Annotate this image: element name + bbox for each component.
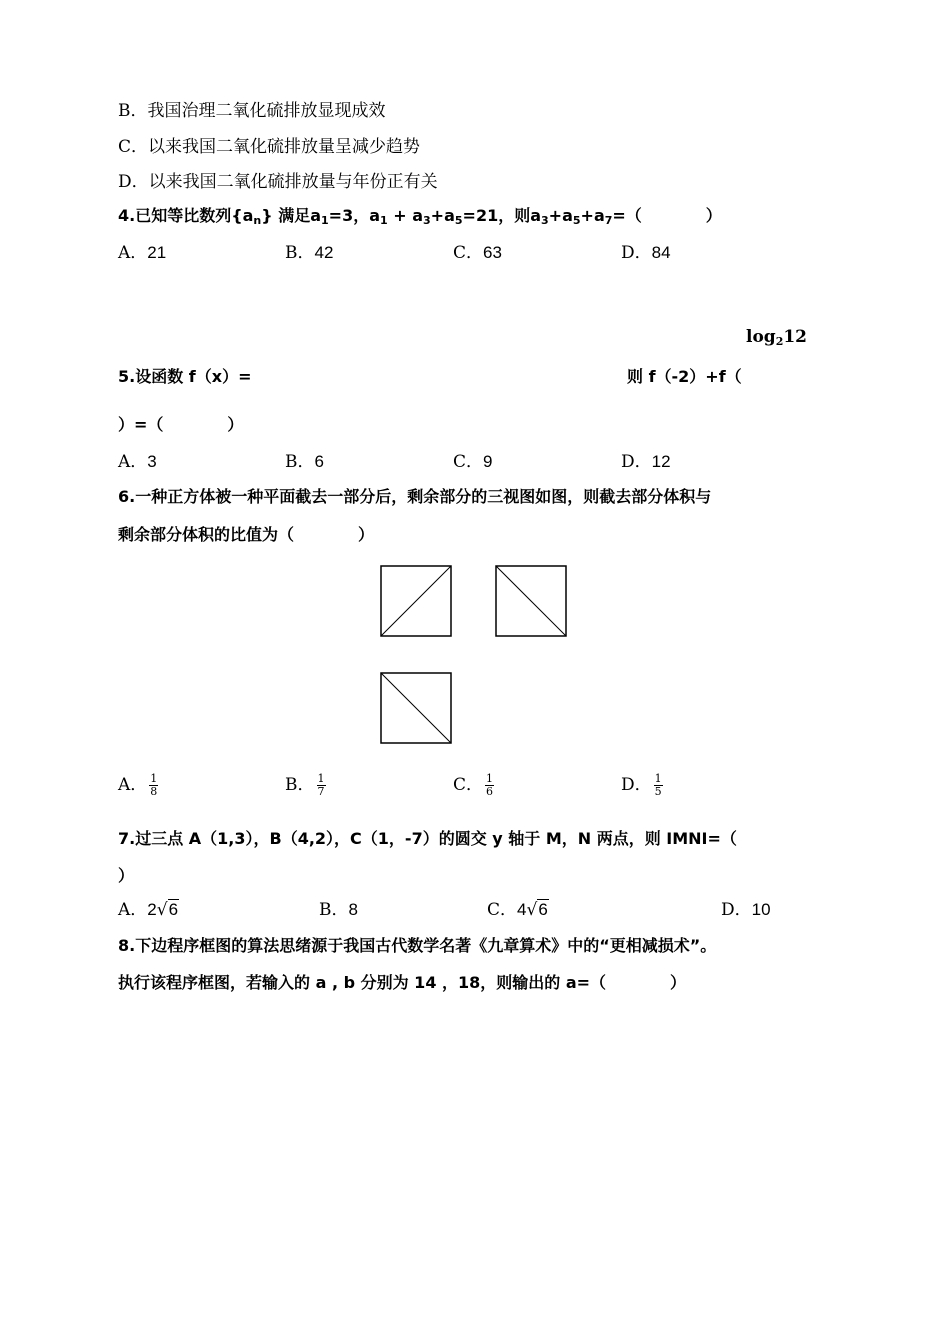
- option-letter: D．: [721, 900, 752, 920]
- fraction-num: 1: [150, 772, 158, 785]
- q4-sub: 5: [572, 214, 581, 227]
- option-coef: 4: [517, 900, 527, 919]
- option-letter: C．: [118, 137, 149, 157]
- q7-option-c: [487, 899, 549, 921]
- q5-log-expression: [746, 327, 807, 348]
- sqrt-radicand: 6: [168, 900, 179, 919]
- fraction-num: 1: [317, 772, 325, 785]
- q4-text: +a: [580, 206, 605, 225]
- view-diagonal: [381, 673, 451, 743]
- option-letter: A．: [118, 243, 148, 263]
- fraction-den: 6: [486, 785, 494, 798]
- option-letter: A．: [118, 775, 148, 795]
- q4-sub: n: [253, 214, 262, 227]
- q4-text: =3，a: [328, 206, 381, 225]
- option-coef: 2: [147, 900, 157, 919]
- log-base: 2: [775, 335, 784, 348]
- q7-option-b: [319, 899, 358, 921]
- fraction-num: 1: [654, 772, 662, 785]
- q4-text: + a: [387, 206, 424, 225]
- q5-stem-right: 则 f（-2）+f（: [627, 367, 742, 386]
- option-letter: A．: [118, 900, 148, 920]
- q3-option-d: [118, 171, 438, 193]
- q7-option-d: [721, 899, 771, 921]
- fraction: [654, 773, 663, 798]
- q4-text: =21，则a: [462, 206, 542, 225]
- q4-text: =（ ）: [612, 206, 722, 225]
- q4-sub: 7: [604, 214, 613, 227]
- option-text: 以来我国二氧化硫排放量呈减少趋势: [148, 137, 421, 157]
- q4-option-b: [285, 242, 333, 264]
- q4-option-a: [118, 242, 166, 264]
- q6-option-a: [118, 773, 158, 798]
- q5-option-c: [453, 451, 492, 473]
- three-view-top: [380, 672, 452, 744]
- option-letter: C．: [487, 900, 518, 920]
- q3-option-b: [118, 100, 386, 122]
- option-value: 63: [483, 243, 502, 262]
- q5-option-b: [285, 451, 324, 473]
- fraction-den: 7: [317, 785, 325, 798]
- option-letter: C．: [453, 775, 484, 795]
- log-text: log: [746, 327, 776, 347]
- option-value: 12: [651, 452, 671, 471]
- q4-text: +a: [430, 206, 455, 225]
- option-value: 3: [147, 452, 157, 471]
- q4-sub: 3: [541, 214, 549, 227]
- option-letter: B．: [285, 243, 315, 263]
- option-value: 9: [483, 452, 493, 471]
- option-letter: C．: [453, 243, 484, 263]
- fraction-num: 1: [486, 772, 494, 785]
- q8-stem-line2: 执行该程序框图，若输入的 a , b 分别为 14 ，18，则输出的 a=（ ）: [118, 973, 687, 992]
- fraction: [317, 773, 326, 798]
- option-value: 21: [147, 243, 167, 262]
- three-view-side: [495, 565, 567, 637]
- log-arg: 12: [783, 327, 808, 347]
- q3-option-c: [118, 136, 420, 158]
- option-text: 我国治理二氧化硫排放显现成效: [147, 101, 386, 121]
- q7-stem-line1: 7.过三点 A（1,3），B（4,2），C（1，-7）的圆交 y 轴于 M，N 两点，则 IMNI=（: [118, 829, 737, 848]
- q6-stem-line1: 6.一种正方体被一种平面截去一部分后，剩余部分的三视图如图，则截去部分体积与: [118, 487, 712, 506]
- q4-sub: 1: [321, 214, 329, 227]
- q6-option-c: [453, 773, 494, 798]
- option-value: 42: [314, 243, 334, 262]
- q4-text: } 满足a: [261, 206, 322, 225]
- sqrt: √6: [526, 900, 548, 920]
- q4-sub: 5: [454, 214, 463, 227]
- q6-option-b: [285, 773, 326, 798]
- view-diagonal: [381, 566, 451, 636]
- option-letter: D．: [621, 775, 652, 795]
- option-letter: B．: [319, 900, 349, 920]
- q4-sub: 3: [423, 214, 431, 227]
- q4-text: +a: [548, 206, 573, 225]
- q6-option-d: [621, 773, 663, 798]
- option-letter: C．: [453, 452, 484, 472]
- q5-stem-close: ）=（ ）: [118, 415, 244, 434]
- q4-stem: [118, 205, 722, 232]
- q7-stem-line2: ）: [118, 866, 135, 885]
- fraction: [149, 773, 158, 798]
- option-letter: B．: [118, 101, 148, 121]
- sqrt: √6: [156, 900, 179, 920]
- q5-option-a: [118, 451, 157, 473]
- option-value: 6: [314, 452, 324, 471]
- q5-option-d: [621, 451, 671, 473]
- option-letter: A．: [118, 452, 148, 472]
- sqrt-radicand: 6: [538, 900, 548, 919]
- q4-option-c: [453, 242, 502, 264]
- fraction-den: 8: [150, 785, 158, 798]
- option-letter: D．: [118, 172, 149, 192]
- option-value: 8: [348, 900, 358, 919]
- option-value: 10: [751, 900, 771, 919]
- option-letter: D．: [621, 452, 652, 472]
- q4-sub: 1: [380, 214, 388, 227]
- option-letter: B．: [285, 452, 315, 472]
- option-text: 以来我国二氧化硫排放量与年份正有关: [148, 172, 438, 192]
- q4-text: 4.已知等比数列{a: [118, 206, 254, 225]
- q4-option-d: [621, 242, 671, 264]
- q5-stem-left: 5.设函数 f（x）=: [118, 367, 252, 386]
- q6-stem-line2: 剩余部分体积的比值为（ ）: [118, 525, 375, 544]
- fraction-den: 5: [654, 785, 662, 798]
- q7-option-a: [118, 899, 179, 921]
- q8-stem-line1: 8.下边程序框图的算法思绪源于我国古代数学名著《九章算术》中的“更相减损术”。: [118, 936, 717, 955]
- view-diagonal: [496, 566, 566, 636]
- option-letter: D．: [621, 243, 652, 263]
- three-view-front: [380, 565, 452, 637]
- fraction: [485, 773, 494, 798]
- option-letter: B．: [285, 775, 315, 795]
- option-value: 84: [651, 243, 671, 262]
